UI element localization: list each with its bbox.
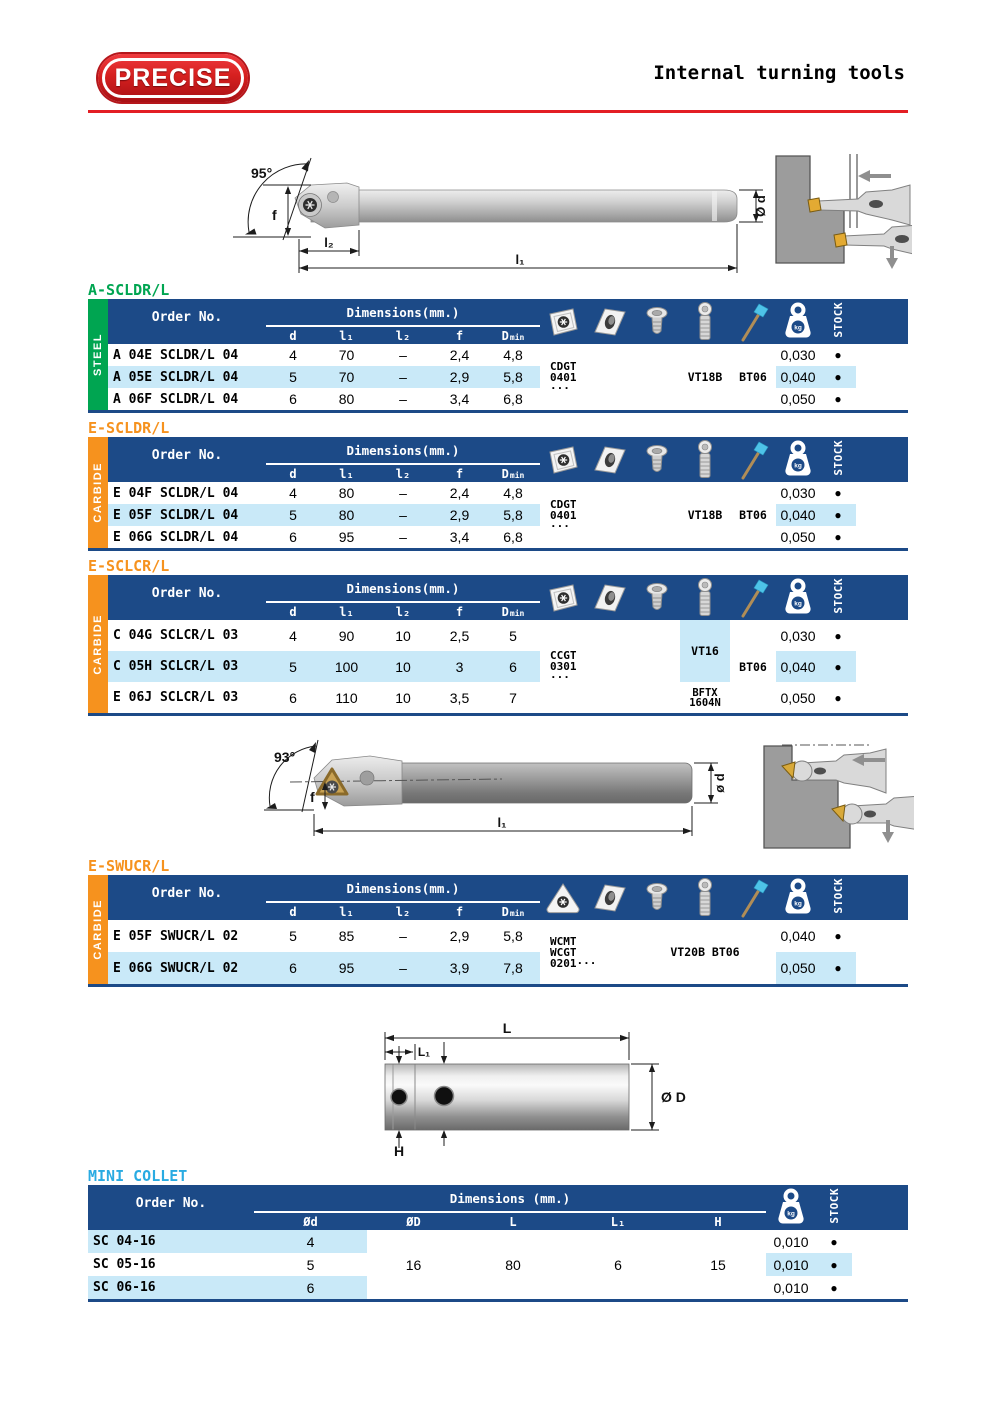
kg-cell: 0,010 (766, 1230, 816, 1253)
weight-kg-icon (776, 575, 820, 620)
value-cell: – (373, 920, 433, 952)
application-diagram-2 (752, 736, 914, 854)
table-row (88, 1230, 908, 1253)
value-cell: 5 (266, 651, 320, 682)
screw-cell (634, 344, 680, 410)
value-cell: 3,4 (433, 388, 486, 410)
screw-cell (634, 482, 680, 548)
table-e-scldr (88, 419, 908, 551)
value-cell: 4 (254, 1230, 367, 1253)
filler-cell (856, 651, 908, 682)
kg-cell: 0,030 (776, 482, 820, 504)
value-cell: 5 (266, 920, 320, 952)
value-cell: 70 (320, 366, 373, 388)
order-header: Order No. (108, 575, 266, 620)
col-l1: l₁ (320, 326, 373, 344)
filler-cell (856, 682, 908, 713)
col-d: d (266, 326, 320, 344)
clamp-screw-icon (680, 575, 730, 620)
screw-icon (634, 575, 680, 620)
value-cell: 110 (320, 682, 373, 713)
value-cell: 6 (254, 1276, 367, 1299)
kg-cell: 0,030 (776, 344, 820, 366)
filler-cell (852, 1230, 908, 1253)
insert-code-cell: WCMT WCGT 0201··· (540, 920, 634, 984)
col-dmin: Dmin (486, 326, 540, 344)
table-mini-collet (88, 1167, 908, 1302)
svg-text:kg: kg (794, 600, 802, 607)
table-title: MINI COLLET (88, 1167, 188, 1185)
precise-logo (98, 54, 248, 102)
value-cell: 95 (320, 526, 373, 548)
collet-drawing (352, 1012, 692, 1157)
stock-cell: ● (820, 366, 856, 388)
weight-kg-icon (776, 299, 820, 344)
filler-cell (856, 620, 908, 651)
table-row (108, 620, 908, 651)
H-label: H (393, 1143, 405, 1157)
application-diagram-1 (762, 148, 912, 273)
screw-cell (634, 620, 680, 713)
col-d: d (266, 464, 320, 482)
col-dmin: Dmin (486, 602, 540, 620)
order-cell: E 06G SWUCR/L 02 (108, 952, 266, 984)
l2-label: l₂ (324, 235, 334, 250)
col-l2: l₂ (373, 602, 433, 620)
col-d: d (266, 602, 320, 620)
col-l1: l₁ (320, 464, 373, 482)
stock-cell: ● (820, 482, 856, 504)
col-l2: l₂ (373, 326, 433, 344)
od-label: Ø d (753, 195, 768, 217)
value-cell: 5 (254, 1253, 367, 1276)
stock-cell: ● (820, 526, 856, 548)
screw-icon (634, 437, 680, 482)
value-cell: 7 (486, 682, 540, 713)
stock-cell: ● (820, 651, 856, 682)
col-L: L (460, 1212, 566, 1230)
screw-icon (634, 299, 680, 344)
col-f: f (433, 326, 486, 344)
weight-kg-icon (776, 437, 820, 482)
value-cell: 80 (320, 388, 373, 410)
dimensions-header: Dimensions(mm.) (266, 437, 540, 464)
kg-cell: 0,050 (776, 388, 820, 410)
value-cell: 5 (266, 366, 320, 388)
value-cell: 95 (320, 952, 373, 984)
header-filler (856, 299, 908, 344)
svg-text:kg: kg (794, 462, 802, 469)
square-insert-icon (540, 437, 586, 482)
header-filler (852, 1185, 908, 1230)
L1-label: L₁ (417, 1045, 431, 1059)
order-cell: SC 06-16 (88, 1276, 254, 1299)
value-cell: 3,9 (433, 952, 486, 984)
order-cell: A 05E SCLDR/L 04 (108, 366, 266, 388)
value-cell: 90 (320, 620, 373, 651)
value-cell: – (373, 952, 433, 984)
stock-cell: ● (820, 952, 856, 984)
angle-label: 95° (251, 165, 273, 181)
torx-wrench-icon (730, 299, 776, 344)
value-cell: 15 (670, 1230, 766, 1299)
clamp-screw-icon (680, 299, 730, 344)
kg-cell: 0,040 (776, 651, 820, 682)
order-cell: E 06G SCLDR/L 04 (108, 526, 266, 548)
col-l2: l₂ (373, 902, 433, 920)
insert-code-cell: CCGT 0301 ··· (540, 620, 634, 713)
table-e-sclcr (88, 557, 908, 716)
page-title: Internal turning tools (653, 62, 905, 84)
col-d: d (266, 902, 320, 920)
f-label: f (310, 789, 315, 805)
value-cell: 5,8 (486, 366, 540, 388)
col-L1: L₁ (566, 1212, 670, 1230)
dimensions-header: Dimensions (mm.) (254, 1185, 766, 1212)
table-row (108, 920, 908, 952)
od-label: ø d (712, 773, 727, 793)
value-cell: 80 (460, 1230, 566, 1299)
value-cell: 10 (373, 620, 433, 651)
value-cell: 5,8 (486, 920, 540, 952)
clamp-cell: VT18B (680, 344, 730, 410)
filler-cell (852, 1253, 908, 1276)
table-title: E-SCLCR/L (88, 557, 170, 575)
l1-label: l₁ (497, 815, 507, 830)
header-rule (88, 110, 908, 113)
dimensions-header: Dimensions(mm.) (266, 299, 540, 326)
value-cell: – (373, 344, 433, 366)
filler-cell (856, 482, 908, 504)
order-header: Order No. (108, 437, 266, 482)
table-title: A-SCLDR/L (88, 281, 170, 299)
value-cell: 4,8 (486, 344, 540, 366)
filler-cell (856, 366, 908, 388)
col-H: H (670, 1212, 766, 1230)
stock-header: STOCK (820, 437, 856, 482)
value-cell: 70 (320, 344, 373, 366)
col-l1: l₁ (320, 602, 373, 620)
value-cell: 6 (486, 651, 540, 682)
logo-text: PRECISE (114, 63, 232, 92)
value-cell: 6,8 (486, 526, 540, 548)
value-cell: 3,5 (433, 682, 486, 713)
dimensions-header: Dimensions(mm.) (266, 575, 540, 602)
table-row (108, 344, 908, 366)
value-cell: 2,9 (433, 504, 486, 526)
value-cell: 5 (266, 504, 320, 526)
filler-cell (856, 952, 908, 984)
stock-header: STOCK (816, 1185, 852, 1230)
filler-cell (856, 388, 908, 410)
clamp-cell: VT16 (680, 620, 730, 682)
value-cell: 3 (433, 651, 486, 682)
value-cell: 10 (373, 682, 433, 713)
table-row (108, 482, 908, 504)
table-row (108, 952, 908, 984)
stock-cell: ● (816, 1230, 852, 1253)
stock-cell: ● (816, 1276, 852, 1299)
order-cell: SC 05-16 (88, 1253, 254, 1276)
value-cell: – (373, 366, 433, 388)
kg-cell: 0,040 (776, 920, 820, 952)
angle-label: 93° (274, 749, 296, 765)
stock-header: STOCK (820, 875, 856, 920)
value-cell: 85 (320, 920, 373, 952)
value-cell: 2,4 (433, 482, 486, 504)
filler-cell (856, 526, 908, 548)
table-a-scldr (88, 281, 908, 413)
table-row (108, 526, 908, 548)
value-cell: 100 (320, 651, 373, 682)
col-f: f (433, 602, 486, 620)
order-cell: SC 04-16 (88, 1230, 254, 1253)
dimensions-header: Dimensions(mm.) (266, 875, 540, 902)
diamond-insert-icon (586, 299, 634, 344)
order-cell: E 05F SCLDR/L 04 (108, 504, 266, 526)
insert-code-cell: CDGT 0401 ··· (540, 482, 634, 548)
L-label: L (502, 1020, 512, 1036)
value-cell: 2,5 (433, 620, 486, 651)
value-cell: 80 (320, 482, 373, 504)
kg-cell: 0,010 (766, 1253, 816, 1276)
f-label: f (272, 207, 277, 223)
col-l2: l₂ (373, 464, 433, 482)
table-row (108, 651, 908, 682)
clamp-screw-icon (680, 875, 730, 920)
col-l1: l₁ (320, 902, 373, 920)
value-cell: 6 (266, 952, 320, 984)
kg-cell: 0,030 (776, 620, 820, 651)
OD-label: Ø D (661, 1089, 686, 1105)
wrench-cell: BT06 (730, 620, 776, 713)
value-cell: 10 (373, 651, 433, 682)
kg-cell: 0,040 (776, 504, 820, 526)
table-row (108, 366, 908, 388)
value-cell: 80 (320, 504, 373, 526)
insert-code-cell: CDGT 0401 ··· (540, 344, 634, 410)
square-insert-icon (540, 575, 586, 620)
trigon-insert-icon (540, 875, 586, 920)
value-cell: – (373, 504, 433, 526)
value-cell: – (373, 482, 433, 504)
weight-kg-icon (766, 1185, 816, 1230)
table-e-swucr (88, 857, 908, 987)
value-cell: 5,8 (486, 504, 540, 526)
torx-wrench-icon (730, 437, 776, 482)
diamond-insert-icon (586, 875, 634, 920)
kg-cell: 0,040 (776, 366, 820, 388)
order-header: Order No. (108, 299, 266, 344)
stock-header: STOCK (820, 575, 856, 620)
order-header: Order No. (88, 1185, 254, 1230)
wrench-cell: BT06 (730, 344, 776, 410)
table-row (108, 504, 908, 526)
value-cell: 5 (486, 620, 540, 651)
stock-cell: ● (820, 920, 856, 952)
order-cell: E 04F SCLDR/L 04 (108, 482, 266, 504)
value-cell: 2,9 (433, 920, 486, 952)
value-cell: 4 (266, 344, 320, 366)
value-cell: 4 (266, 482, 320, 504)
order-cell: A 04E SCLDR/L 04 (108, 344, 266, 366)
diamond-insert-icon (586, 437, 634, 482)
stock-cell: ● (820, 388, 856, 410)
order-cell: C 05H SCLCR/L 03 (108, 651, 266, 682)
value-cell: 4 (266, 620, 320, 651)
value-cell: 4,8 (486, 482, 540, 504)
kg-cell: 0,050 (776, 526, 820, 548)
value-cell: – (373, 526, 433, 548)
col-od-big: ØD (367, 1212, 460, 1230)
stock-cell: ● (816, 1253, 852, 1276)
header-filler (856, 575, 908, 620)
value-cell: 16 (367, 1230, 460, 1299)
wrench-cell: BT06 (730, 482, 776, 548)
stock-cell: ● (820, 682, 856, 713)
filler-cell (856, 504, 908, 526)
kg-cell: 0,050 (776, 682, 820, 713)
value-cell: 7,8 (486, 952, 540, 984)
col-f: f (433, 902, 486, 920)
side-label-steel: STEEL (88, 299, 108, 410)
value-cell: 6 (266, 388, 320, 410)
screw-icon (634, 875, 680, 920)
value-cell: 6 (266, 526, 320, 548)
value-cell: 6 (266, 682, 320, 713)
order-cell: C 04G SCLCR/L 03 (108, 620, 266, 651)
side-label-carbide: CARBIDE (88, 575, 108, 713)
svg-text:kg: kg (787, 1210, 795, 1217)
diamond-insert-icon (586, 575, 634, 620)
kg-cell: 0,050 (776, 952, 820, 984)
table-row (108, 682, 908, 713)
torx-wrench-icon (730, 575, 776, 620)
value-cell: 3,4 (433, 526, 486, 548)
l1-label: l₁ (515, 252, 525, 267)
stock-header: STOCK (820, 299, 856, 344)
screws-cell: VT20B BT06 (634, 920, 776, 984)
value-cell: 2,4 (433, 344, 486, 366)
side-label-carbide: CARBIDE (88, 437, 108, 548)
filler-cell (852, 1276, 908, 1299)
value-cell: 2,9 (433, 366, 486, 388)
col-dmin: Dmin (486, 902, 540, 920)
value-cell: 6,8 (486, 388, 540, 410)
torx-wrench-icon (730, 875, 776, 920)
side-label-carbide: CARBIDE (88, 875, 108, 984)
col-dmin: Dmin (486, 464, 540, 482)
feed-left-arrow (858, 170, 891, 182)
clamp-cell: BFTX 1604N (680, 682, 730, 713)
order-header: Order No. (108, 875, 266, 920)
square-insert-icon (540, 299, 586, 344)
table-row (108, 388, 908, 410)
filler-cell (856, 344, 908, 366)
table-title: E-SCLDR/L (88, 419, 170, 437)
order-cell: E 06J SCLCR/L 03 (108, 682, 266, 713)
stock-cell: ● (820, 620, 856, 651)
weight-kg-icon (776, 875, 820, 920)
stock-cell: ● (820, 344, 856, 366)
filler-cell (856, 920, 908, 952)
order-cell: A 06F SCLDR/L 04 (108, 388, 266, 410)
clamp-cell: VT18B (680, 482, 730, 548)
boring-bar-95-drawing (225, 142, 770, 277)
table-title: E-SWUCR/L (88, 857, 170, 875)
boring-bar-93-drawing (252, 730, 732, 848)
header-filler (856, 437, 908, 482)
header-filler (856, 875, 908, 920)
value-cell: – (373, 388, 433, 410)
order-cell: E 05F SWUCR/L 02 (108, 920, 266, 952)
col-f: f (433, 464, 486, 482)
value-cell: 6 (566, 1230, 670, 1299)
stock-cell: ● (820, 504, 856, 526)
svg-text:kg: kg (794, 324, 802, 331)
clamp-screw-icon (680, 437, 730, 482)
svg-text:kg: kg (794, 900, 802, 907)
col-od-small: Ød (254, 1212, 367, 1230)
kg-cell: 0,010 (766, 1276, 816, 1299)
